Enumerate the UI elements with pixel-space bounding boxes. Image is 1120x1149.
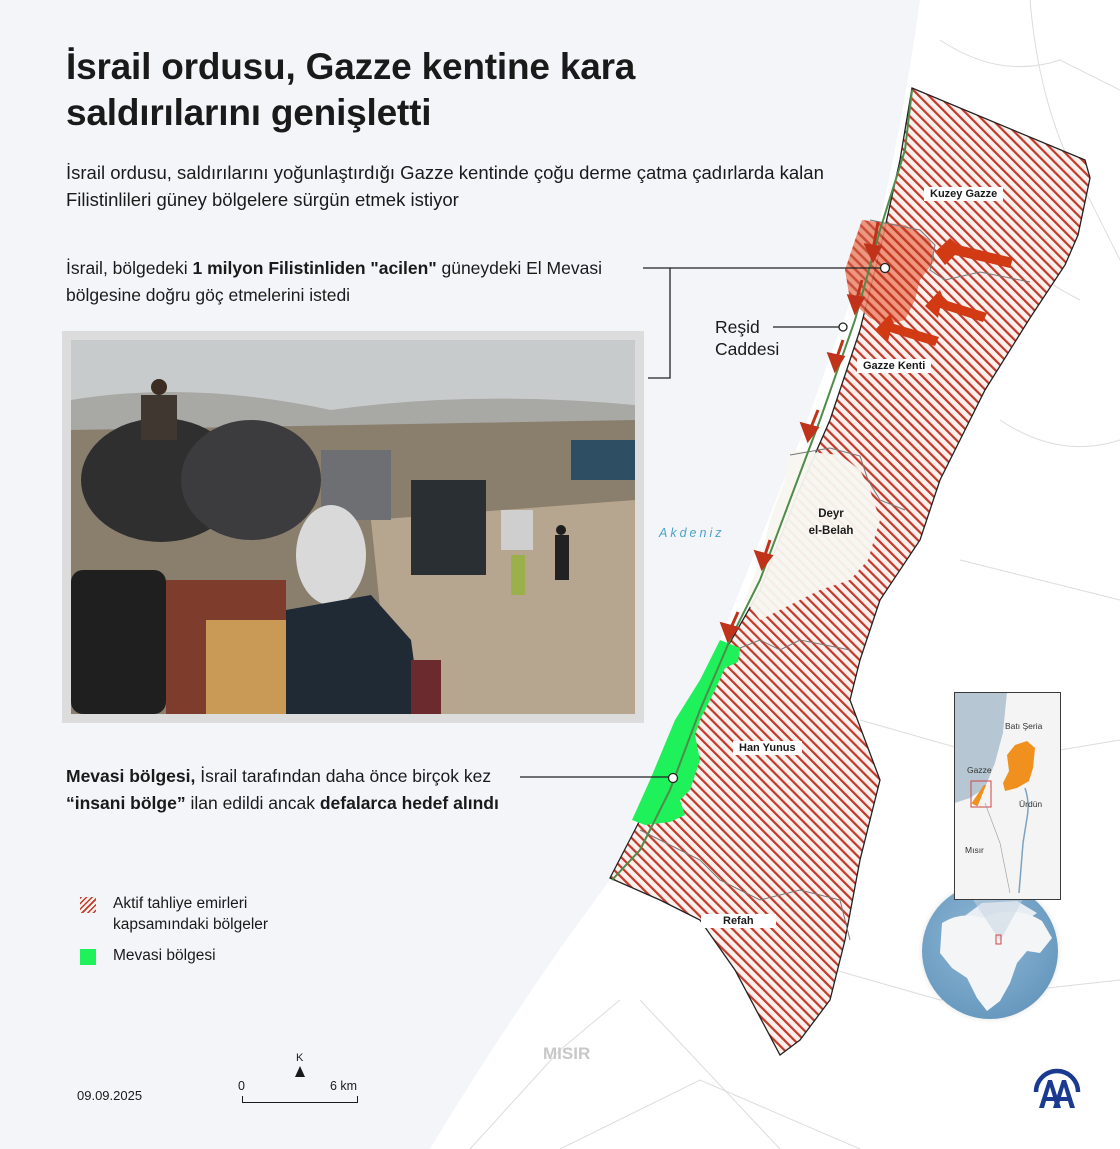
publish-date: 09.09.2025 [77,1088,143,1103]
callout-bold: “insani bölge” [66,793,186,813]
inset-locator-map [954,692,1061,900]
label-refah: Refah [701,914,776,928]
label-street-line2: Caddesi [715,339,780,359]
label-gazze-kenti: Gazze Kenti [857,359,931,373]
legend-item-mevasi [80,945,268,966]
legend-line: kapsamındaki bölgeler [113,916,269,933]
photo-displacement-convoy [71,340,635,714]
inset-label-bati-seria: Batı Şeria [1005,721,1043,731]
label-street-line1: Reşid [715,317,760,337]
label-akdeniz: Akdeniz [659,526,725,540]
legend-label [113,893,268,935]
scale-bar [238,1052,378,1112]
legend [80,893,268,976]
legend-line: Aktif tahliye emirleri [113,895,248,912]
label-kuzey-gazze: Kuzey Gazze [924,187,1003,201]
subtitle: İsrail ordusu, saldırılarını yoğunlaştırdığı Gazze kentinde çoğu derme çatma çadırlarda kalan Filistinlileri güney bölgelere sürgün etmek istiyor [66,162,824,210]
label-misir: MISIR [543,1044,591,1063]
north-arrow-icon [295,1066,305,1077]
north-label: K [296,1052,304,1064]
label-deyr-el-belah [801,506,861,540]
photo-frame [62,331,644,723]
callout-mevasi [66,763,526,817]
label-deyr-line2: el-Belah [808,525,854,537]
callout-bold: defalarca hedef alındı [319,793,499,813]
inset-label-gazze: Gazze [967,765,992,775]
legend-label: Mevasi bölgesi [113,947,216,964]
legend-item-evacuation [80,893,268,935]
label-deyr-line1: Deyr [818,508,844,520]
aa-logo-icon [1033,1066,1081,1110]
inset-label-misir: Mısır [965,845,984,855]
scale-start: 0 [238,1079,245,1093]
callout-text: ilan edildi ancak [185,793,320,813]
inset-label-urdun: Ürdün [1019,799,1043,809]
hatch-swatch-icon [80,897,96,913]
label-han-yunus: Han Yunus [733,741,802,755]
callout-text: güneydeki El Mevasi bölgesine doğru göç etmelerini istedi [66,258,602,305]
callout-text: İsrail tarafından daha önce birçok kez [195,766,492,786]
page-title: İsrail ordusu, Gazze kentine kara saldırılarını genişletti [66,46,636,133]
scale-end: 6 km [330,1079,358,1093]
locator-globe [922,883,1058,1019]
callout-text: İsrail, bölgedeki [66,258,193,278]
label-resid-caddesi [715,316,779,360]
callout-evacuation-order [66,255,666,309]
callout-bold: 1 milyon Filistinliden "acilen" [192,258,437,278]
callout-bold: Mevasi bölgesi, [66,766,196,786]
green-swatch-icon [80,949,96,965]
scale-line [242,1096,358,1103]
